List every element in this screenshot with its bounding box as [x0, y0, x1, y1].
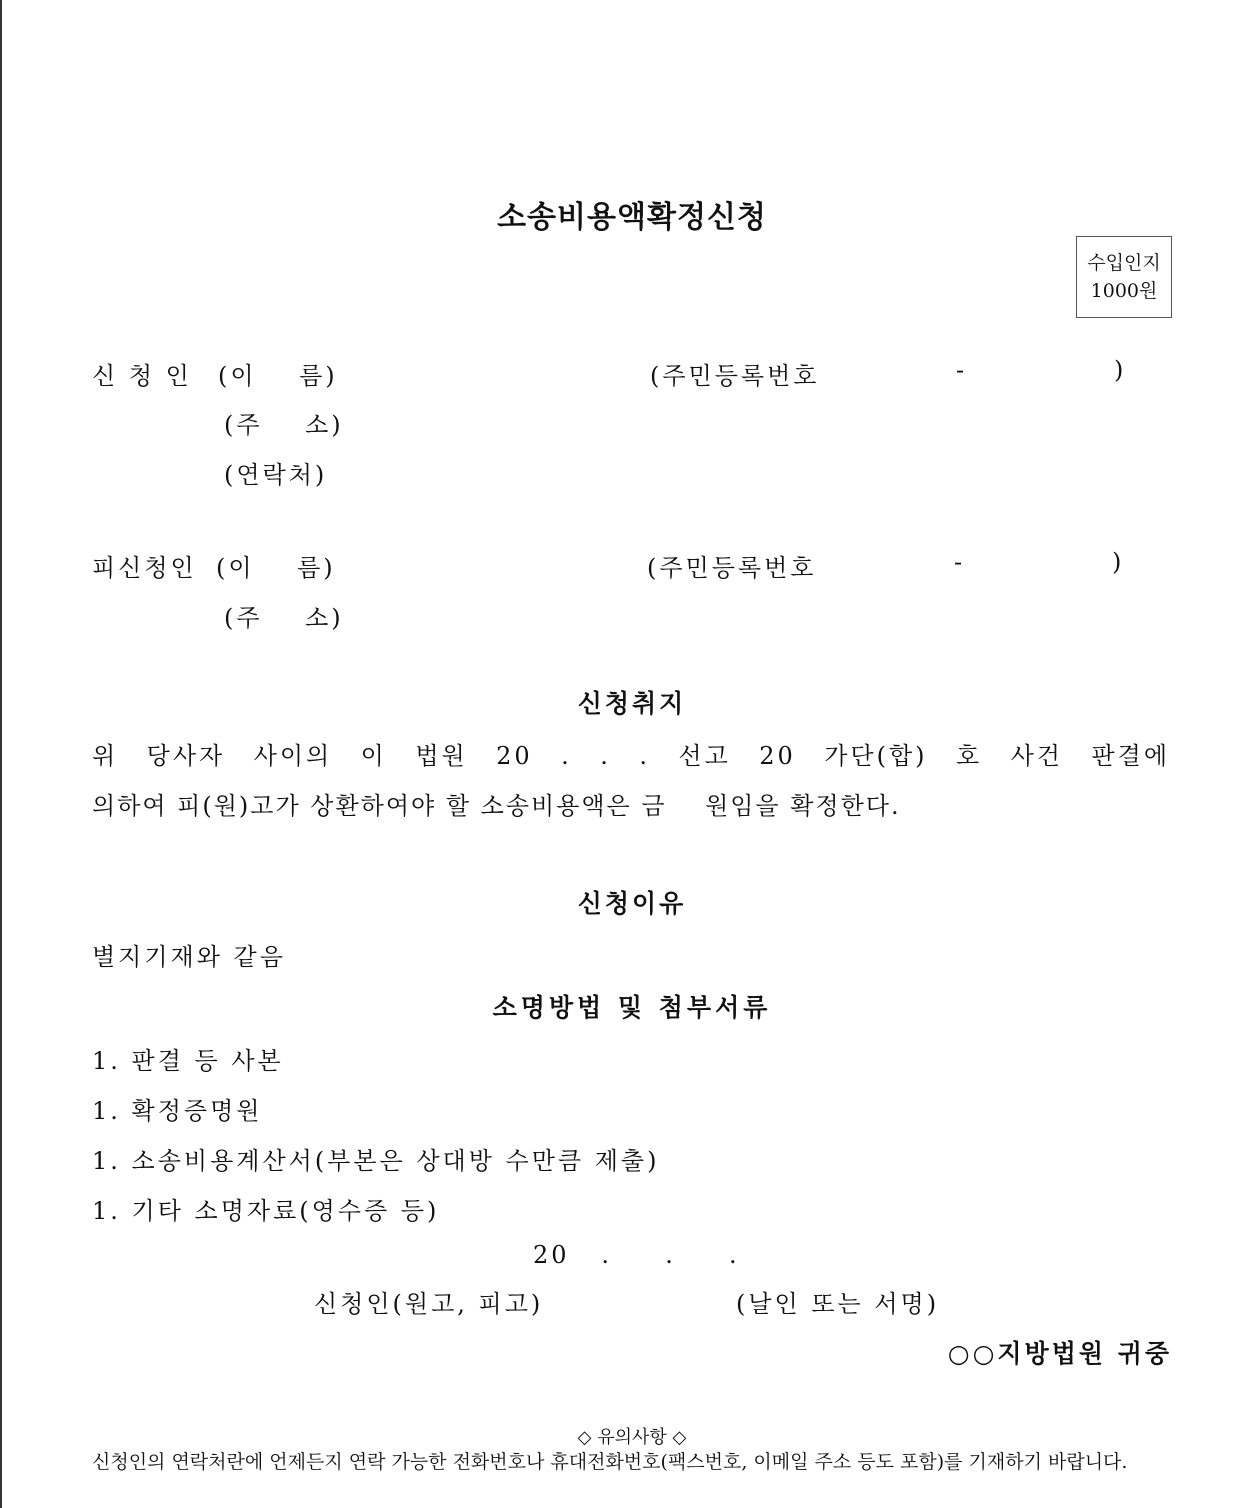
evidence-item: 1. 확정증명원: [92, 1097, 263, 1125]
document-title: 소송비용액확정신청: [497, 200, 767, 235]
purpose-line-2: 의하여 피(원)고가 상환하여야 할 소송비용액은 금 원임을 확정한다.: [92, 792, 901, 820]
respondent-name-field: (이 름): [216, 554, 336, 582]
applicant-label: 신 청 인: [92, 362, 192, 390]
applicant-rrn-dash: -: [956, 356, 968, 384]
purpose-line-1: 위 당사자 사이의 이 법원 20 . . . 선고 20 가단(합) 호 사건 판결에: [92, 742, 1170, 770]
reason-heading: 신청이유: [577, 889, 687, 918]
stamp-amount: 1000원: [1090, 280, 1158, 302]
filing-date: 20 . . .: [533, 1241, 740, 1269]
applicant-rrn-label: (주민등록번호: [650, 362, 820, 390]
evidence-item: 1. 판결 등 사본: [92, 1047, 284, 1075]
applicant-name-field: (이 름): [218, 362, 338, 390]
applicant-contact-field: (연락처): [224, 461, 328, 489]
applicant-address-field: (주 소): [224, 411, 344, 439]
evidence-item: 1. 소송비용계산서(부본은 상대방 수만큼 제출): [92, 1147, 660, 1175]
applicant-rrn-close: ): [1114, 356, 1127, 384]
revenue-stamp-box: [1076, 236, 1172, 318]
evidence-heading: 소명방법 및 첨부서류: [492, 993, 772, 1022]
respondent-rrn-label: (주민등록번호: [647, 554, 817, 582]
purpose-heading: 신청취지: [577, 689, 687, 718]
court-addressee: ○○지방법원 귀중: [947, 1339, 1172, 1368]
signature-applicant: 신청인(원고, 피고): [314, 1290, 544, 1318]
notice-text: 신청인의 연락처란에 언제든지 연락 가능한 전화번호나 휴대전화번호(팩스번호, 이메일 주소 등도 포함)를 기재하기 바랍니다.: [92, 1451, 1128, 1473]
respondent-address-field: (주 소): [224, 604, 344, 632]
notice-title: ◇ 유의사항 ◇: [577, 1427, 687, 1448]
respondent-rrn-dash: -: [954, 548, 966, 576]
reason-text: 별지기재와 같음: [92, 943, 286, 971]
respondent-label: 피신청인: [92, 554, 197, 582]
signature-seal: (날인 또는 서명): [736, 1290, 940, 1318]
evidence-item: 1. 기타 소명자료(영수증 등): [92, 1197, 440, 1225]
stamp-label: 수입인지: [1087, 252, 1161, 274]
respondent-rrn-close: ): [1112, 548, 1125, 576]
